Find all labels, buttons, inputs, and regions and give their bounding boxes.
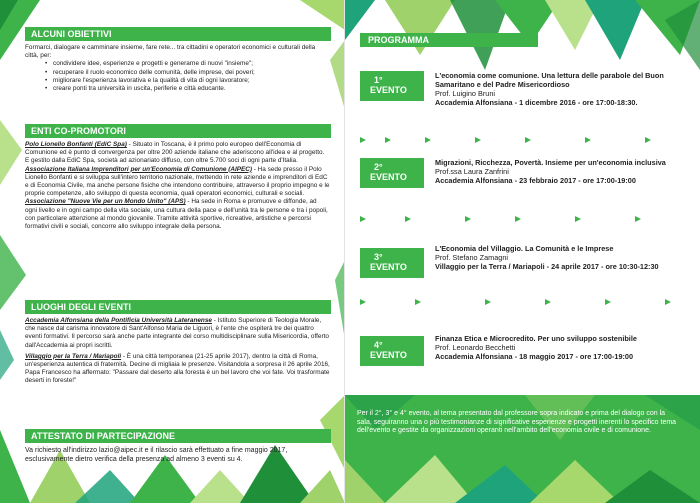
list-item: • condividere idee, esperienze e progetti e generarne di nuovi "insieme"; [53,60,330,68]
event-badge-2 [360,158,424,188]
luogo-entry [25,353,330,386]
event-title: Finanza Etica e Microcredito. Per uno sviluppo sostenibile [435,334,637,343]
event-speaker: Prof. Luigino Bruni [435,89,496,98]
programma-header: PROGRAMMA [360,33,538,47]
event-label: EVENTO [370,262,407,272]
event-badge-3 [360,248,424,278]
event-number: 1° [374,75,383,85]
event-when: Accademia Alfonsiana - 23 febbraio 2017 - ore 17:00-19:00 [435,176,636,185]
events-note: Per il 2°, 3° e 4° evento, al tema presentato dal professore sopra indicato e prima del dialogo con la sala, seguiranno una o più testimonianze di significative esperienze e progetti inerenti lo specifico tema dell'evento e gestite da organizzazioni operanti nell'ambito dell'economia civile e di comunione. [357,410,677,435]
luogo-name: Villaggio per la Terra / Mariapoli [25,352,122,360]
event-label: EVENTO [370,350,407,360]
event-speaker: Prof. Stefano Zamagni [435,253,509,262]
promotore-entry [25,198,330,231]
promotore-name: Polo Lionello Bonfanti (EdiC Spa) [25,141,127,148]
event-title: Migrazioni, Ricchezza, Povertà. Insieme per un'economia inclusiva [435,158,666,167]
luogo-name: Accademia Alfonsiana della Pontificia Università Lateranense [25,317,212,324]
event-1-details [435,71,690,107]
event-number: 3° [374,252,383,262]
list-item: • creare ponti tra università in uscita, periferie e città educante. [53,85,330,93]
attestato-header: ATTESTATO DI PARTECIPAZIONE [25,429,331,443]
event-number: 4° [374,340,383,350]
list-item: • migliorare l'esperienza lavorativa e la qualità di vita di ogni lavoratore; [53,77,330,85]
event-when: Accademia Alfonsiana - 1 dicembre 2016 - ore 17:00-18:30. [435,98,638,107]
event-title: L'Economia del Villaggio. La Comunità e le Imprese [435,244,614,253]
obiettivi-list [25,60,330,93]
event-3-details [435,244,690,271]
event-speaker: Prof. Leonardo Becchetti [435,343,516,352]
promotore-entry [25,166,330,199]
promotore-entry [25,141,330,166]
event-label: EVENTO [370,172,407,182]
event-4-details [435,334,690,361]
list-item: • recuperare il ruolo economico delle comunità, delle imprese, dei poveri; [53,69,330,77]
luoghi-header: LUOGHI DEGLI EVENTI [25,300,331,314]
event-number: 2° [374,162,383,172]
event-when: Villaggio per la Terra / Mariapoli - 24 aprile 2017 - ore 10:30-12:30 [435,262,659,271]
attestato-text: Va richiesto all'indirizzo lazio@aipec.it e il rilascio sarà effettuato a fine maggio 2017, esclusivamente dietro verifica della presenza ad almeno 3 eventi su 4. [25,447,288,463]
promotore-text: - Ha sede in Roma e promuove e diffonde, ad ogni livello e in ogni campo della vita sociale, una cultura della pace e dell'unità tra le persone e tra i popoli, con particolare attenzione al mondo giovanile. Tramite attività sportive, ricreative, artistiche e percorsi formativi civili e sociali, concorre allo sviluppo integrale della persona. [25,198,328,231]
event-badge-4 [360,336,424,366]
luogo-text: - Istituto Superiore di Teologia Morale, che nasce dal carisma innovatore di Sant'Alfonso Maria de Liguori, è l'ente che ospiterà tre dei quattro eventi formativi. Il percorso sarà anche parte integrante del corso multidisciplinare sulla Misericordia, offerto dall'Accademia ai propri iscritti. [25,317,329,349]
left-panel [0,0,345,503]
luogo-text: - È una città temporanea (21-25 aprile 2017), dentro la città di Roma, un'esperienza autentica di fraternità. Decine di migliaia le presenze. Visitandola a sorpresa il 26 aprile 2016, Papa Francesco ha affermato: "Passare dal deserto alla foresta è un bel lavoro che voi fate. Voi trasformate deserti in foreste!" [25,352,330,385]
promotore-text: - Ha sede presso il Polo Lionello Bonfanti e si sviluppa sull'intero territorio nazionale, mettendo in rete aziende e imprenditori di EdC e di Economia Civile, ma anche persone fisiche che intendono contribuire, attraverso il proprio impegno e le proprie competenze, allo sviluppo di questa economia, quali operatori economici, culturali e sociali. [25,165,330,198]
promotore-name: Associazione Italiana Imprenditori per un'Economia di Comunione (AIPEC) [25,165,252,173]
right-panel [345,0,700,503]
luogo-entry [25,317,330,350]
event-2-details [435,158,690,185]
event-speaker: Prof.ssa Laura Zanfrini [435,167,509,176]
obiettivi-header: ALCUNI OBIETTIVI [25,27,331,41]
luoghi-section [25,317,330,386]
event-badge-1 [360,71,424,101]
event-when: Accademia Alfonsiana - 18 maggio 2017 - ore 17:00-19:00 [435,352,634,361]
obiettivi-intro: Formarci, dialogare e camminare insieme, fare rete... tra cittadini e operatori economici e culturali della città, per: [25,44,316,60]
obiettivi-section [25,44,330,93]
promotore-text: - Situato in Toscana, è il primo polo europeo dell'Economia di Comunione ed è punto di convergenza per oltre 200 aziende italiane che aderiscono all'idea e al progetto. E gestito dalla EdiC Spa, società ad azionariato diffuso, con oltre 5.700 soci di ogni parte d'Italia. [25,141,325,165]
promotore-name: Associazione "Nuove Vie per un Mondo Unito" (APS) [25,198,186,206]
promotori-header: ENTI CO-PROMOTORI [25,124,331,138]
event-title: L'economia come comunione. Una lettura delle parabole del Buon Samaritano e del Padre Misericordioso [435,71,664,89]
promotori-section [25,141,330,231]
event-label: EVENTO [370,85,407,95]
